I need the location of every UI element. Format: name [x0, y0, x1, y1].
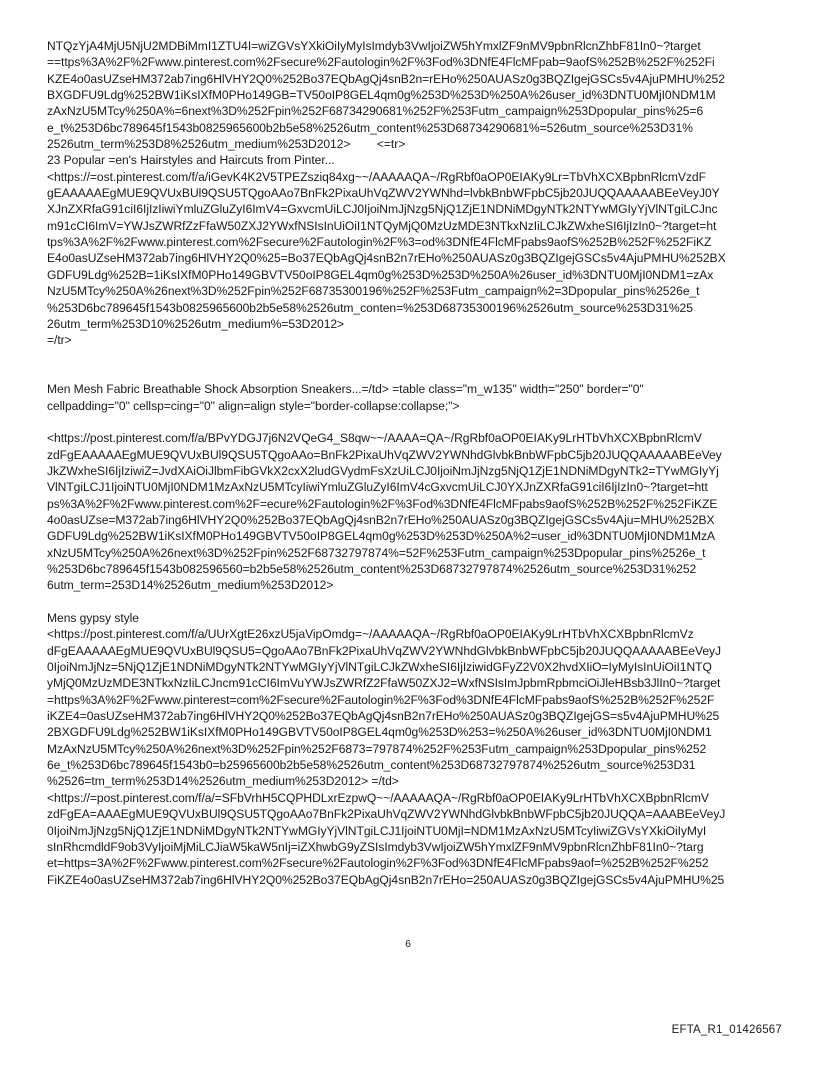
text-line: Men Mesh Fabric Breathable Shock Absorption Sneakers...=/td> =table class="m_w135" width="250" border="0" — [47, 382, 644, 397]
text-line: gEAAAAAEgMUE9QVUxBUl9QSU5TQgoAAo7BnFk2PixaUhVqZWV2YWNhd=lvbkBnbWFpbC5jb20JUQQAAAAABEeVeyJ0Y — [47, 186, 720, 201]
text-line — [47, 414, 773, 430]
text-line: JkZWxheSI6IjIziwiZ=JvdXAiOiJlbmFibGVkX2cxX2ludGVydmFsXzUiLCJ0IjoiNmJjNzg5NjQ1ZjE1NDNiMDgyNTk2=TYwMGIyYj — [47, 463, 719, 478]
text-line: zdFgEA=AAAEgMUE9QVUxBUl9QSU5TQgoAAo7BnFk2PixaUhVqZWV2YWNhdGlvbkBnbWFpbC5jb20JUQQA=AAABEeVeyJ — [47, 807, 726, 822]
text-line: =/tr> — [47, 333, 72, 348]
text-line: %253D6bc789645f1543b082596560=b2b5e58%2526utm_content%253D68732797874%2526utm_source%253D31%252 — [47, 562, 697, 576]
text-line: zAxNzU5MTcy%250A%=6next%3D%252Fpin%252F68734290681%252F%253Futm_campaign%253Dpopular_pins%25=6 — [47, 104, 704, 119]
text-line: tps%3A%2F%2Fwww.pinterest.com%2Fsecure%2Fautologin%2F%3=od%3DNfE4FlcMFpabs9aofS%252B%252F%252FiKZ — [47, 235, 712, 250]
text-line: BXGDFU9Ldg%252BW1iKsIXfM0PHo149GB=TV50oIP8GEL4qm0g%253D%253D%250A%26user_id%3DNTU0MjI0NDM1M — [47, 88, 716, 103]
text-line: cellpadding="0" cellsp=cing="0" align=align style="border-collapse:collapse;"> — [47, 398, 460, 413]
text-line — [47, 594, 773, 610]
text-line: VlNTgiLCJ1IjoiNTU0MjI0NDM1MzAxNzU5MTcyIiwiYmluZGluZyI6ImV4cGxvcmUiLCJ0YXJnZXRfaG91ciI6IjIzIn0~?target=htt — [47, 480, 708, 495]
text-line: KZE4o0asUZseHM372ab7ing6HlVHY2Q0%252Bo37EQbAgQj4snB2n=rEHo%250AUASz0g3BQZIgejGSCs5v4AjuPMHU%252 — [47, 71, 725, 86]
text-line: Mens gypsy style — [47, 611, 139, 626]
text-line: <https://post.pinterest.com/f/a/UUrXgtE26xzU5jaVipOmdg=~/AAAAAQA~/RgRbf0aOP0EIAKy9LrHTbVhXCXBpbnRlcmVz — [47, 627, 694, 642]
text-line: ==ttps%3A%2F%2Fwww.pinterest.com%2Fsecure%2Fautologin%2F%3Fod%3DNfE4FlcMFpab=9aofS%252B%252F%252Fi — [47, 55, 715, 70]
text-line: dFgEAAAAAEgMUE9QVUxBUl9QSU5=QgoAAo7BnFk2PixaUhVqZWV2YWNhdGlvbkBnbWFpbC5jb20JUQQAAAAABEeVeyJ — [47, 643, 721, 658]
text-line: 2BXGDFU9Ldg%252BW1iKsIXfM0PHo149GBVTV50oIP8GEL4qm0g%253D%253=%250A%26user_id%3DNTU0MjI0NDM1 — [47, 725, 712, 740]
text-line: 6utm_term=253D14%2526utm_medium%253D2012> — [47, 578, 334, 593]
text-line — [47, 365, 773, 381]
text-line: iKZE4=0asUZseHM372ab7ing6HlVHY2Q0%252Bo37EQbAgQj4snB2n7rEHo%250AUASz0g3BQZIgejGS=s5v4AjuPMHU%25 — [47, 709, 720, 724]
text-line: 4o0asUZse=M372ab7ing6HlVHY2Q0%252Bo37EQbAgQj4snB2n7rEHo%250AUASz0g3BQZIgejGSCs5v4Aju=MHU%252BX — [47, 512, 715, 527]
document-id-footer: EFTA_R1_01426567 — [671, 1024, 782, 1036]
text-line: %2526=tm_term%253D14%2526utm_medium%253D2012> =/td> — [47, 774, 399, 789]
text-line: yMjQ0MzUzMDE3NTkxNzIiLCJncm91cCI6ImVuYWJsZWRfZ2FfaW50ZXJ2=WxfNSIsImJpbmRpbmciOiJleHBsb3JlIn0~?target — [47, 676, 721, 691]
text-line: GDFU9Ldg%252BW1iKsIXfM0PHo149GBVTV50oIP8GEL4qm0g%253D%253D%250A%2=user_id%3DNTU0MjI0NDM1MzA — [47, 529, 715, 544]
text-line: 2526utm_term%253D8%2526utm_medium%253D2012> <=tr> — [47, 137, 406, 152]
text-line: %253D6bc789645f1543b0825965600b2b5e58%2526utm_conten=%253D68735300196%2526utm_source%253D31%25 — [47, 300, 693, 315]
text-line: <https://=post.pinterest.com/f/a/=SFbVrhH5CQPHDLxrEzpwQ~~/AAAAAQA~/RgRbf0aOP0EIAKy9LrHTbVhXCXBpbnRlcmV — [47, 790, 709, 805]
text-line: FiKZE4o0asUZseHM372ab7ing6HlVHY2Q0%252Bo37EQbAgQj4snB2n7rEHo=250AUASz0g3BQZIgejGSCs5v4AjuPMHU%25 — [47, 872, 725, 887]
text-line: 0IjoiNmJjNz=5NjQ1ZjE1NDNiMDgyNTk2NTYwMGIyYjVlNTgiLCJkZWxheSI6IjIziwidGFyZ2V0X2hvdXIiO=IyMyIsInUiOiI1NTQ — [47, 660, 712, 675]
text-line: sInRhcmdldF9ob3VyIjoiMjMiLCJiaW5kaW5nIj=iZXhwbG9yZSIsImdyb3VwIjoiZW5hYmxlZF9nMV9pbnRlcnZhbF81In0~?targ — [47, 839, 704, 854]
text-line: 23 Popular =en's Hairstyles and Haircuts from Pinter... — [47, 153, 335, 168]
text-line: MzAxNzU5MTcy%250A%26next%3D%252Fpin%252F6873=797874%252F%253Futm_campaign%253Dpopular_pins%252 — [47, 741, 707, 756]
text-line: m91cCI6ImV=YWJsZWRfZzFfaW50ZXJ2YWxfNSIsInUiOiI1NTQyMjQ0MzUzMDE3NTkxNzIiLCJkZWxheSI6IjIzIn0~?target=ht — [47, 218, 717, 233]
text-line: xNzU5MTcy%250A%26next%3D%252Fpin%252F68732797874%=52F%253Futm_campaign%253Dpopular_pins%2526e_t — [47, 545, 706, 560]
text-line: NTQzYjA4MjU5NjU2MDBiMmI1ZTU4I=wiZGVsYXkiOiIyMyIsImdyb3VwIjoiZW5hYmxlZF9nMV9pbnRlcnZhbF81In0~?target — [47, 39, 701, 53]
text-line: <https://post.pinterest.com/f/a/BPvYDGJ7j6N2VQeG4_S8qw~~/AAAA=QA~/RgRbf0aOP0EIAKy9LrHTbVhXCXBpbnRlcmV — [47, 431, 702, 446]
text-line: ps%3A%2F%2Fwww.pinterest.com%2F=ecure%2Fautologin%2F%3Fod%3DNfE4FlcMFpabs9aofS%252B%252F%252FiKZE — [47, 496, 718, 511]
text-line — [47, 349, 773, 365]
text-line: zdFgEAAAAAEgMUE9QVUxBUl9QSU5TQgoAAo=BnFk2PixaUhVqZWV2YWNhdGlvbkBnbWFpbC5jb20JUQQAAAAABEeVey — [47, 447, 722, 462]
text-line: XJnZXRfaG91ciI6IjIzIiwiYmluZGluZyI6ImV4=GxvcmUiLCJ0IjoiNmJjNzg5NjQ1ZjE1NDNiMDgyNTk2NTYwMGIyYjVlNTgiLCJnc — [47, 202, 718, 217]
text-line: 26utm_term%253D10%2526utm_medium%=53D2012> — [47, 316, 345, 331]
page-number: 6 — [405, 938, 411, 950]
text-line: E4o0asUZseHM372ab7ing6HlVHY2Q0%25=Bo37EQbAgQj4snB2n7rEHo%250AUASz0g3BQZIgejGSCs5v4AjuPMHU%252BX — [47, 251, 726, 266]
text-line: et=https=3A%2F%2Fwww.pinterest.com%2Fsecure%2Fautologin%2F%3Fod%3DNfE4FlcMFpabs9aof=%252B%252F%252 — [47, 856, 709, 871]
text-line: GDFU9Ldg%252B=1iKsIXfM0PHo149GBVTV50oIP8GEL4qm0g%253D%253D%250A%26user_id%3DNTU0MjI0NDM1=zAx — [47, 267, 714, 282]
text-line: <https://=ost.pinterest.com/f/a/iGevK4K2V5TPEZsziq84xg~~/AAAAAQA~/RgRbf0aOP0EIAKy9Lr=TbVhXCXBpbnRlcmVzdF — [47, 169, 706, 184]
text-line: 0IjoiNmJjNzg5NjQ1ZjE1NDNiMDgyNTk2NTYwMGIyYjVlNTgiLCJ1IjoiNTU0MjI=NDM1MzAxNzU5MTcyIiwiZGVsYXkiOiIyMyI — [47, 823, 707, 838]
document-body — [47, 38, 773, 888]
text-line: 6e_t%253D6bc789645f1543b0=b25965600b2b5e58%2526utm_content%253D68732797874%2526utm_source%253D31 — [47, 758, 696, 773]
text-line: =https%3A%2F%2Fwww.pinterest=com%2Fsecure%2Fautologin%2F%3Fod%3DNfE4FlcMFpabs9aofS%252B%252F%252F — [47, 692, 715, 707]
text-line: NzU5MTcy%250A%26next%3D%252Fpin%252F68735300196%252F%253Futm_campaign%2=3Dpopular_pins%2526e_t — [47, 284, 700, 299]
text-line: e_t%253D6bc789645f1543b0825965600b2b5e58%2526utm_content%253D68734290681%=526utm_source%253D31% — [47, 120, 693, 135]
